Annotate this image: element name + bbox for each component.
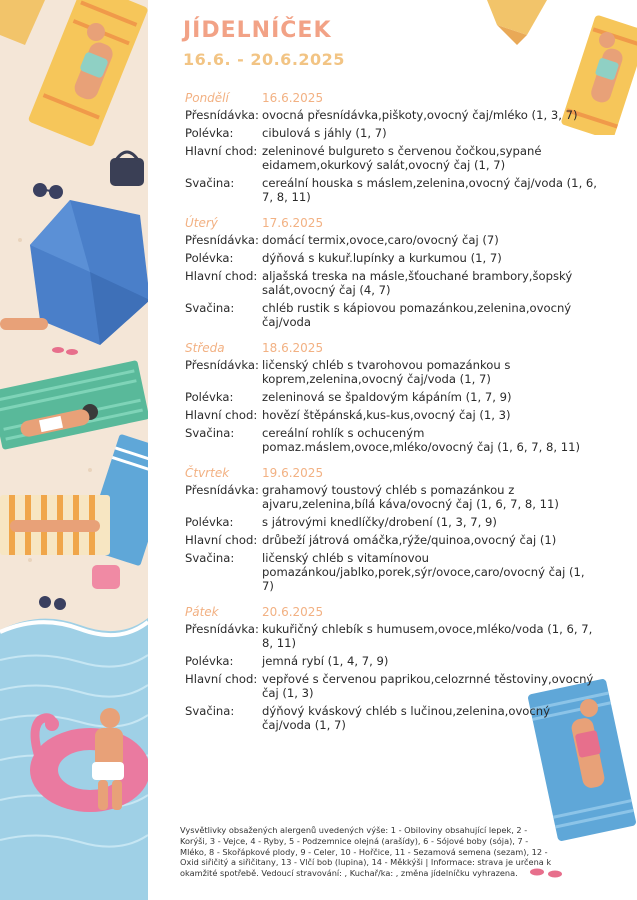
meal-label: Polévka: bbox=[185, 251, 234, 265]
meal-label: Hlavní chod: bbox=[185, 269, 258, 283]
meal-row bbox=[185, 515, 600, 529]
meal-label: Polévka: bbox=[185, 515, 234, 529]
day-header bbox=[185, 338, 600, 358]
meal-label: Polévka: bbox=[185, 390, 234, 404]
meal-label: Svačina: bbox=[185, 704, 235, 718]
day-header bbox=[185, 213, 600, 233]
allergen-legend: Vysvětlivky obsažených alergenů uvedených výše: 1 - Obiloviny obsahující lepek, 2 - Korýši, 3 - Vejce, 4 - Ryby, 5 - Podzemnice olejná (arašídy), 6 - Sójové boby (sója), 7 - Mléko, 8 - Skořápkové plody, 9 - Celer, 10 - Hořčice, 11 - Sezamová semena (sezam), 12 - Oxid siřičitý a siřičitany, 13 - Vlčí bob (lupina), 14 - Měkkýši | Informace: strava je určena k okamžité spotřebě. Vedoucí stravování: , Kuchař/ka: , změna jídelníčku vyhrazena. bbox=[180, 825, 552, 879]
day-date: 20.6.2025 bbox=[262, 605, 324, 619]
meal-row bbox=[185, 483, 600, 511]
meal-row bbox=[185, 704, 600, 732]
meal-row bbox=[185, 408, 600, 422]
day-date: 19.6.2025 bbox=[262, 466, 324, 480]
meal-row bbox=[185, 551, 600, 593]
meal-description: ličenský chléb s tvarohovou pomazánkou s koprem,zelenina,ovocný čaj/voda (1, 7) bbox=[262, 358, 511, 386]
meal-description: dýňová s kukuř.lupínky a kurkumou (1, 7) bbox=[262, 251, 502, 265]
meal-label: Přesnídávka: bbox=[185, 358, 259, 372]
meal-label: Přesnídávka: bbox=[185, 622, 259, 636]
meal-label: Přesnídávka: bbox=[185, 233, 259, 247]
meal-description: jemná rybí (1, 4, 7, 9) bbox=[262, 654, 389, 668]
meal-description: ličenský chléb s vitamínovou pomazánkou/jablko,porek,sýr/ovoce,caro/ovocný čaj (1, 7) bbox=[262, 551, 585, 593]
meal-label: Svačina: bbox=[185, 426, 235, 440]
meal-description: hovězí štěpánská,kus-kus,ovocný čaj (1, 3) bbox=[262, 408, 511, 422]
meal-label: Hlavní chod: bbox=[185, 408, 258, 422]
day-name: Pátek bbox=[185, 605, 219, 619]
meal-description: cereální houska s máslem,zelenina,ovocný čaj/voda (1, 6, 7, 8, 11) bbox=[262, 176, 597, 204]
day-section bbox=[185, 602, 600, 732]
meal-label: Svačina: bbox=[185, 176, 235, 190]
meal-row bbox=[185, 251, 600, 265]
meal-row bbox=[185, 144, 600, 172]
meal-label: Přesnídávka: bbox=[185, 108, 259, 122]
day-header bbox=[185, 88, 600, 108]
meal-description: s játrovými knedlíčky/drobení (1, 3, 7, 9) bbox=[262, 515, 497, 529]
day-date: 18.6.2025 bbox=[262, 341, 324, 355]
menu-title: JÍDELNÍČEK bbox=[183, 18, 332, 43]
meal-description: kukuřičný chlebík s humusem,ovoce,mléko/voda (1, 6, 7, 8, 11) bbox=[262, 622, 593, 650]
meal-label: Svačina: bbox=[185, 551, 235, 565]
meal-row bbox=[185, 233, 600, 247]
meal-description: grahamový toustový chléb s pomazánkou z ajvaru,zelenina,bílá káva/ovocný čaj (1, 6, 7, 8, 11) bbox=[262, 483, 559, 511]
day-section bbox=[185, 463, 600, 593]
meal-row bbox=[185, 390, 600, 404]
meal-row bbox=[185, 269, 600, 297]
day-section bbox=[185, 338, 600, 454]
meal-description: cibulová s jáhly (1, 7) bbox=[262, 126, 387, 140]
meal-description: zeleninové bulgureto s červenou čočkou,sypané eidamem,okurkový salát,ovocný čaj (1, 7) bbox=[262, 144, 542, 172]
beach-scene-icon bbox=[0, 0, 148, 900]
week-date-range: 16.6. - 20.6.2025 bbox=[183, 50, 345, 69]
meal-description: dýňový kváskový chléb s lučinou,zelenina,ovocný čaj/voda (1, 7) bbox=[262, 704, 550, 732]
sandals-icon bbox=[52, 347, 78, 355]
meal-label: Hlavní chod: bbox=[185, 533, 258, 547]
day-date: 17.6.2025 bbox=[262, 216, 324, 230]
day-name: Úterý bbox=[185, 216, 218, 230]
meal-description: chléb rustik s kápiovou pomazánkou,zelenina,ovocný čaj/voda bbox=[262, 301, 572, 329]
beach-illustration bbox=[0, 0, 148, 900]
meal-label: Přesnídávka: bbox=[185, 483, 259, 497]
meal-description: aljašská treska na másle,šťouchané brambory,šopský salát,ovocný čaj (4, 7) bbox=[262, 269, 573, 297]
meal-row bbox=[185, 533, 600, 547]
meal-row bbox=[185, 301, 600, 329]
meal-row bbox=[185, 358, 600, 386]
meal-description: cereální rohlík s ochuceným pomaz.máslem,ovoce,mléko/ovocný čaj (1, 6, 7, 8, 11) bbox=[262, 426, 581, 454]
meal-row bbox=[185, 176, 600, 204]
day-name: Středa bbox=[185, 341, 225, 355]
meal-row bbox=[185, 426, 600, 454]
meal-row bbox=[185, 654, 600, 668]
meal-description: ovocná přesnídávka,piškoty,ovocný čaj/mléko (1, 3, 7) bbox=[262, 108, 578, 122]
day-date: 16.6.2025 bbox=[262, 91, 324, 105]
meal-row bbox=[185, 622, 600, 650]
meal-label: Polévka: bbox=[185, 654, 234, 668]
meal-label: Svačina: bbox=[185, 301, 235, 315]
day-section bbox=[185, 213, 600, 329]
weekly-menu bbox=[185, 88, 600, 741]
beach-bag-icon bbox=[110, 152, 144, 186]
day-name: Čtvrtek bbox=[185, 466, 230, 480]
meal-label: Polévka: bbox=[185, 126, 234, 140]
day-name: Pondělí bbox=[185, 91, 229, 105]
meal-row bbox=[185, 126, 600, 140]
sunglasses-icon bbox=[33, 183, 63, 199]
meal-label: Hlavní chod: bbox=[185, 144, 258, 158]
meal-description: vepřové s červenou paprikou,celozrnné těstoviny,ovocný čaj (1, 3) bbox=[262, 672, 594, 700]
meal-row bbox=[185, 108, 600, 122]
meal-description: domácí termix,ovoce,caro/ovocný čaj (7) bbox=[262, 233, 499, 247]
day-header bbox=[185, 602, 600, 622]
meal-description: zeleninová se špaldovým kápáním (1, 7, 9) bbox=[262, 390, 512, 404]
day-section bbox=[185, 88, 600, 204]
meal-row bbox=[185, 672, 600, 700]
meal-description: drůbeží játrová omáčka,rýže/quinoa,ovocný čaj (1) bbox=[262, 533, 557, 547]
meal-label: Hlavní chod: bbox=[185, 672, 258, 686]
day-header bbox=[185, 463, 600, 483]
